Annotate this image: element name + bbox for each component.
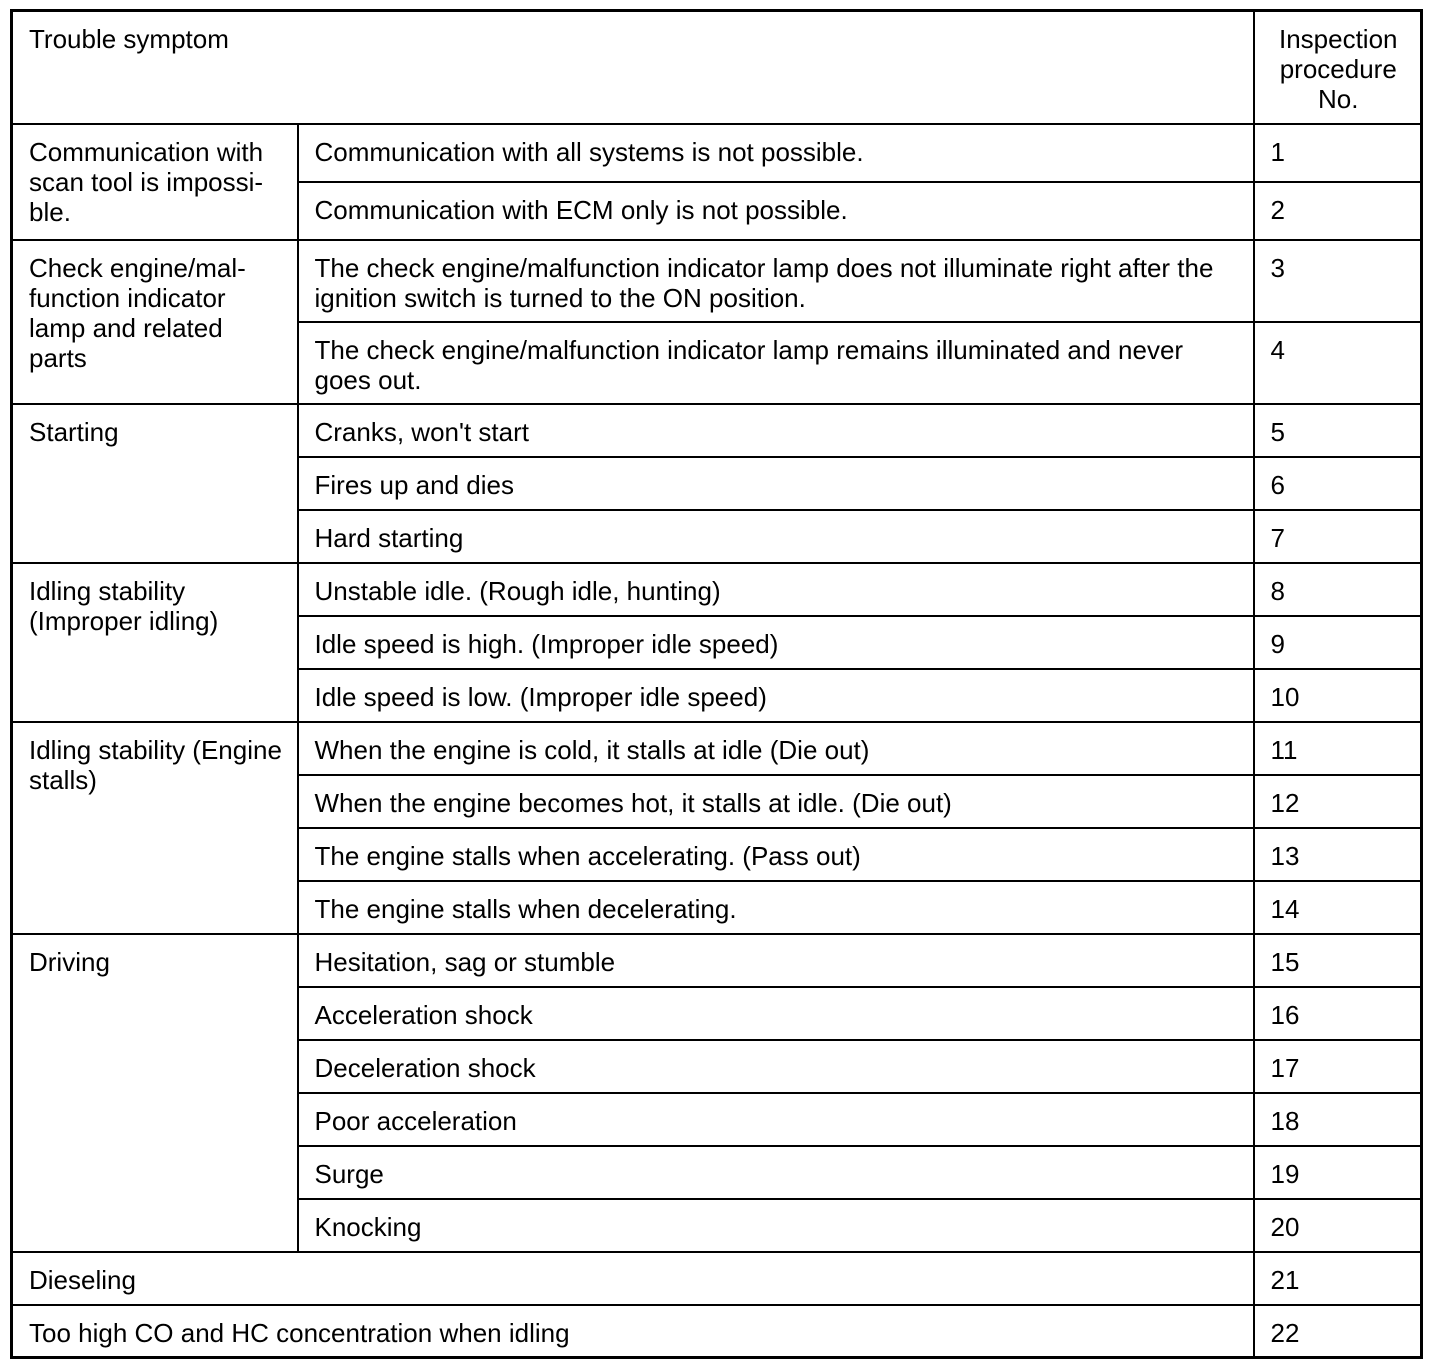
procedure-number: 13	[1254, 828, 1422, 881]
symptom-cell: When the engine becomes hot, it stalls at idle. (Die out)	[298, 775, 1254, 828]
symptom-cell: Hard starting	[298, 510, 1254, 563]
procedure-number: 18	[1254, 1093, 1422, 1146]
symptom-cell: The check engine/malfunction indicator lamp does not illuminate right after the ignition switch is turned to the ON position.	[298, 240, 1254, 322]
category-idling-engine-stalls: Idling stability (Engine stalls)	[12, 722, 298, 934]
procedure-number: 17	[1254, 1040, 1422, 1093]
category-starting: Starting	[12, 404, 298, 563]
procedure-number: 16	[1254, 987, 1422, 1040]
header-procedure-line: No.	[1318, 84, 1359, 114]
symptom-cell: Cranks, won't start	[298, 404, 1254, 457]
category-communication: Communication with scan tool is impossi-ble.	[12, 124, 298, 240]
procedure-number: 1	[1254, 124, 1422, 182]
procedure-number: 22	[1254, 1305, 1422, 1358]
symptom-cell: Communication with all systems is not possible.	[298, 124, 1254, 182]
symptom-cell: Idle speed is low. (Improper idle speed)	[298, 669, 1254, 722]
procedure-number: 2	[1254, 182, 1422, 240]
header-procedure-line: procedure	[1279, 54, 1397, 84]
symptom-cell: Idle speed is high. (Improper idle speed)	[298, 616, 1254, 669]
procedure-number: 7	[1254, 510, 1422, 563]
procedure-number: 8	[1254, 563, 1422, 616]
procedure-number: 12	[1254, 775, 1422, 828]
header-inspection-procedure-no	[1254, 11, 1422, 124]
table-row	[12, 1305, 1422, 1358]
table-row	[12, 934, 1422, 987]
procedure-number: 9	[1254, 616, 1422, 669]
symptom-cell: Poor acceleration	[298, 1093, 1254, 1146]
procedure-number: 19	[1254, 1146, 1422, 1199]
procedure-number: 15	[1254, 934, 1422, 987]
symptom-cell-co-hc: Too high CO and HC concentration when idling	[12, 1305, 1254, 1358]
category-check-engine-lamp: Check engine/mal-function indicator lamp and related parts	[12, 240, 298, 404]
symptom-cell: The check engine/malfunction indicator lamp remains illuminated and never goes out.	[298, 322, 1254, 404]
procedure-number: 6	[1254, 457, 1422, 510]
procedure-number: 21	[1254, 1252, 1422, 1305]
symptom-cell: Surge	[298, 1146, 1254, 1199]
table-row	[12, 404, 1422, 457]
trouble-symptom-table	[10, 9, 1423, 1359]
symptom-cell: Deceleration shock	[298, 1040, 1254, 1093]
symptom-cell: Knocking	[298, 1199, 1254, 1252]
header-procedure-line: Inspection	[1278, 24, 1398, 54]
header-trouble-symptom: Trouble symptom	[12, 11, 1254, 124]
symptom-cell: The engine stalls when accelerating. (Pass out)	[298, 828, 1254, 881]
procedure-number: 14	[1254, 881, 1422, 934]
symptom-cell-dieseling: Dieseling	[12, 1252, 1254, 1305]
symptom-cell: The engine stalls when decelerating.	[298, 881, 1254, 934]
symptom-cell: Fires up and dies	[298, 457, 1254, 510]
procedure-number: 4	[1254, 322, 1422, 404]
table-row	[12, 563, 1422, 616]
table-row	[12, 1252, 1422, 1305]
procedure-number: 11	[1254, 722, 1422, 775]
table-row	[12, 240, 1422, 322]
symptom-cell: Hesitation, sag or stumble	[298, 934, 1254, 987]
procedure-number: 20	[1254, 1199, 1422, 1252]
symptom-cell: Unstable idle. (Rough idle, hunting)	[298, 563, 1254, 616]
category-idling-improper: Idling stability (Improper idling)	[12, 563, 298, 722]
table-row	[12, 722, 1422, 775]
procedure-number: 5	[1254, 404, 1422, 457]
table-row	[12, 124, 1422, 182]
header-row	[12, 11, 1422, 124]
symptom-cell: Acceleration shock	[298, 987, 1254, 1040]
symptom-cell: When the engine is cold, it stalls at idle (Die out)	[298, 722, 1254, 775]
symptom-cell: Communication with ECM only is not possible.	[298, 182, 1254, 240]
procedure-number: 3	[1254, 240, 1422, 322]
procedure-number: 10	[1254, 669, 1422, 722]
category-driving: Driving	[12, 934, 298, 1252]
